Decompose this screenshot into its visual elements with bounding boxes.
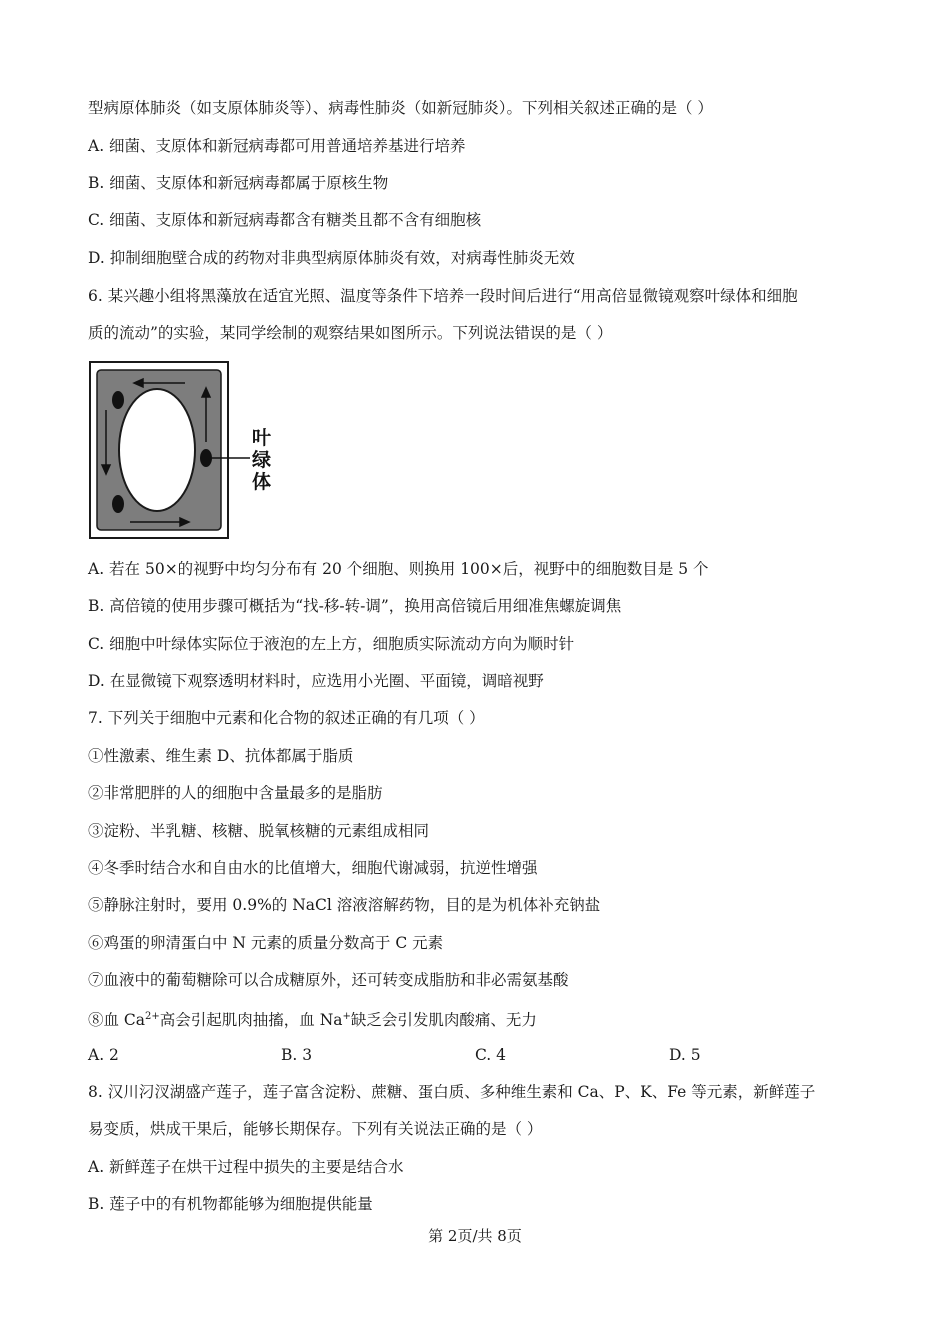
q7-item-8-sup2: + [342,1011,351,1022]
page-footer: 第 2页/共 8页 [428,1227,522,1245]
q8-option-a: A. 新鲜莲子在烘干过程中损失的主要是结合水 [88,1158,404,1176]
q6-stem-line1: 6. 某兴趣小组将黑藻放在适宜光照、温度等条件下培养一段时间后进行“用高倍显微镜观察叶绿体和细胞 [88,287,798,305]
q6-stem-line2: 质的流动”的实验，某同学绘制的观察结果如图所示。下列说法错误的是（ ） [88,324,613,342]
vacuole [119,389,195,511]
cell-diagram [88,360,283,542]
q6-option-b: B. 高倍镜的使用步骤可概括为“找-移-转-调”，换用高倍镜后用细准焦螺旋调焦 [88,597,622,615]
q8-stem-line2: 易变质，烘成干果后，能够长期保存。下列有关说法正确的是（ ） [88,1120,543,1138]
q8-option-b: B. 莲子中的有机物都能够为细胞提供能量 [88,1195,373,1213]
q7-item-8-part2: 高会引起肌肉抽搐，血 Na [159,1011,343,1029]
q7-item-5: ⑤静脉注射时，要用 0.9%的 NaCl 溶液溶解药物，目的是为机体补充钠盐 [88,896,601,914]
q7-item-4: ④冬季时结合水和自由水的比值增大，细胞代谢减弱，抗逆性增强 [88,859,538,877]
q7-stem: 7. 下列关于细胞中元素和化合物的叙述正确的有几项（ ） [88,709,485,727]
q7-item-1: ①性激素、维生素 D、抗体都属于脂质 [88,747,354,765]
chloroplast-top-left [112,391,124,409]
q7-choice-b: B. 3 [281,1046,313,1064]
chloroplast-bottom-left [112,495,124,513]
q7-choice-d: D. 5 [669,1046,701,1064]
figure-label-char-2: 绿 [252,449,272,471]
q7-item-3: ③淀粉、半乳糖、核糖、脱氧核糖的元素组成相同 [88,822,430,840]
q7-item-8 [88,1007,537,1030]
q7-choice-a: A. 2 [88,1046,119,1064]
q6-option-d: D. 在显微镜下观察透明材料时，应选用小光圈、平面镜，调暗视野 [88,672,544,690]
q7-item-7: ⑦血液中的葡萄糖除可以合成糖原外，还可转变成脂肪和非必需氨基酸 [88,971,569,989]
q7-item-8-part1: ⑧血 Ca [88,1011,146,1029]
q6-option-a: A. 若在 50×的视野中均匀分布有 20 个细胞、则换用 100×后，视野中的细胞数目是 5 个 [88,560,709,578]
figure-label-char-3: 体 [252,471,272,493]
q5-option-b: B. 细菌、支原体和新冠病毒都属于原核生物 [88,174,389,192]
q7-choice-c: C. 4 [475,1046,507,1064]
q6-option-c: C. 细胞中叶绿体实际位于液泡的左上方，细胞质实际流动方向为顺时针 [88,635,575,653]
figure-label-char-1: 叶 [252,427,272,449]
q5-option-a: A. 细菌、支原体和新冠病毒都可用普通培养基进行培养 [88,137,466,155]
q7-item-2: ②非常肥胖的人的细胞中含量最多的是脂肪 [88,784,383,802]
q7-item-8-part3: 缺乏会引发肌肉酸痛、无力 [350,1011,537,1029]
q5-option-d: D. 抑制细胞壁合成的药物对非典型病原体肺炎有效，对病毒性肺炎无效 [88,249,575,267]
q8-stem-line1: 8. 汉川汈汊湖盛产莲子，莲子富含淀粉、蔗糖、蛋白质、多种维生素和 Ca、P、K、Fe 等元素，新鲜莲子 [88,1083,816,1101]
q5-option-c: C. 细菌、支原体和新冠病毒都含有糖类且都不含有细胞核 [88,211,482,229]
q7-item-6: ⑥鸡蛋的卵清蛋白中 N 元素的质量分数高于 C 元素 [88,934,444,952]
chloroplast-right [200,449,212,467]
cell-diagram-svg [88,360,283,542]
q5-stem: 型病原体肺炎（如支原体肺炎等）、病毒性肺炎（如新冠肺炎）。下列相关叙述正确的是（ ） [88,99,713,117]
q7-item-8-sup1: 2+ [145,1011,160,1022]
